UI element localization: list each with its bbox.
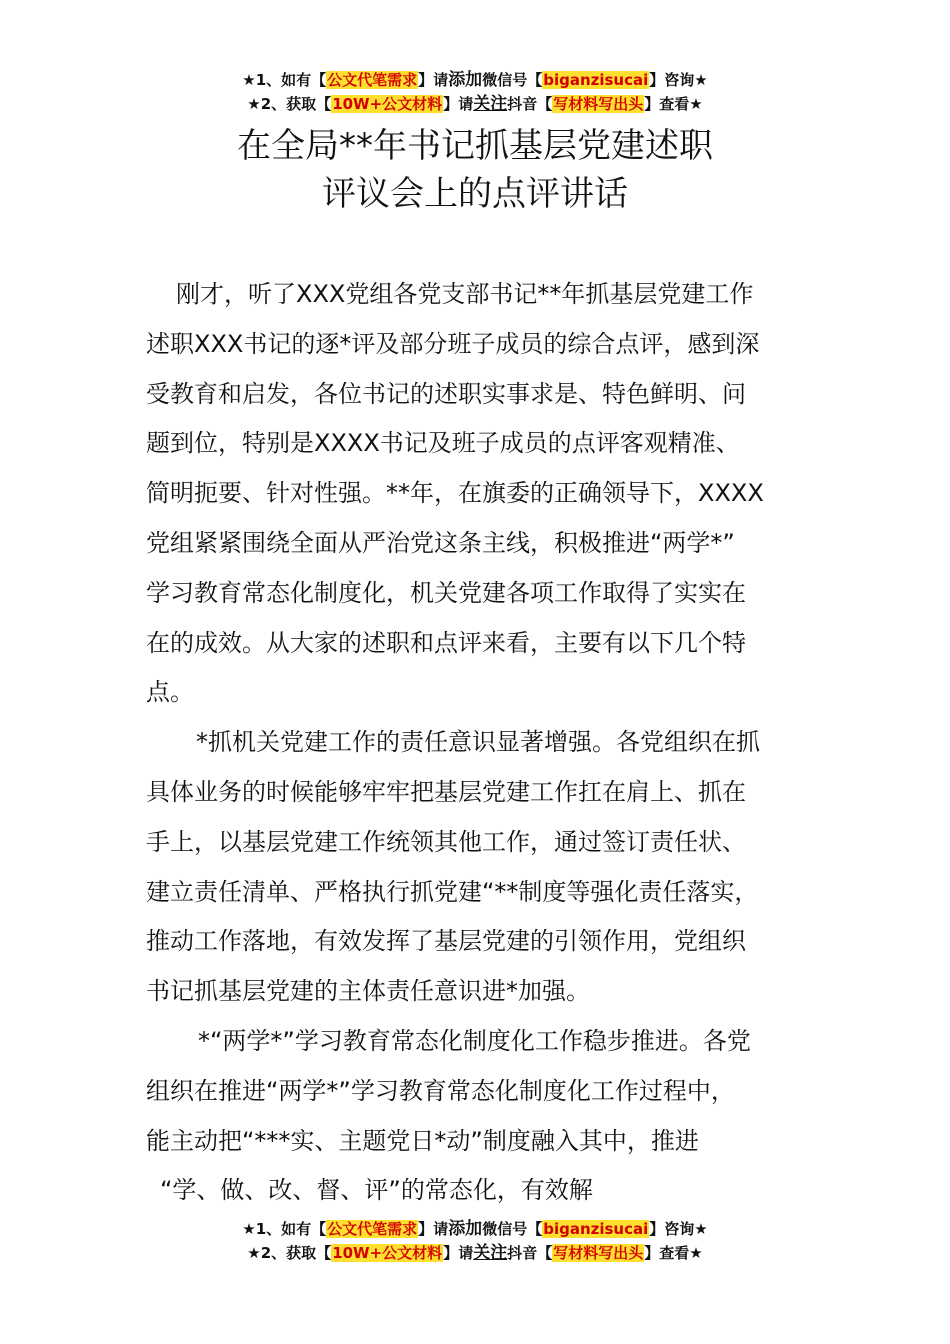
body-line: 题到位，特别是XXXX书记及班子成员的点评客观精准、 [146,429,740,458]
banner-text: ★2、获取【 [247,1244,332,1262]
document-body [146,270,816,1216]
banner-line-1 [0,68,950,92]
body-line: 党组紧紧围绕全面从严治党这条主线，积极推进“两学*” [146,528,735,557]
body-line: 在的成效。从大家的述职和点评来看，主要有以下几个特 [146,628,746,657]
body-line: “学、做、改、督、评”的常态化，有效解 [160,1176,593,1205]
body-line: 手上，以基层党建工作统领其他工作，通过签订责任状、 [146,827,746,856]
body-line: 具体业务的时候能够牢牢把基层党建工作扛在肩上、抓在 [146,777,746,806]
banner-text: 】请 [443,1244,474,1262]
banner-wechat-id: biganzisucai [543,71,649,89]
banner-highlight: 写材料写出头 [553,1244,644,1262]
body-line: 受教育和启发，各位书记的述职实事求是、特色鲜明、问 [146,379,746,408]
body-line: *“两学*”学习教育常态化制度化工作稳步推进。各党 [198,1026,751,1055]
banner-line-2 [0,1241,950,1265]
body-line: 能主动把“***实、主题党日*动”制度融入其中，推进 [146,1126,699,1155]
footer-banner [0,1217,950,1265]
body-line: 学习教育常态化制度化，机关党建各项工作取得了实实在 [146,578,746,607]
banner-highlight: 公文代笔需求 [327,1220,418,1238]
banner-text: 添加 [448,1219,483,1239]
banner-highlight: 10W+公文材料 [332,95,443,113]
title-line-2: 评议会上的点评讲话 [322,174,628,214]
banner-text: ★2、获取【 [247,95,332,113]
banner-text: 】请 [418,1220,449,1238]
banner-line-1 [0,1217,950,1241]
document-title [0,122,950,218]
banner-text: 】请 [443,95,474,113]
banner-text: 微信号【 [482,1220,543,1238]
banner-text: 】咨询★ [649,71,708,89]
banner-text: 抖音【 [507,1244,553,1262]
banner-text: 关注 [473,1243,508,1263]
banner-highlight: 10W+公文材料 [332,1244,443,1262]
banner-wechat-id: biganzisucai [543,1220,649,1238]
banner-text: 】请 [418,71,449,89]
banner-text: ★1、如有【 [242,71,327,89]
banner-text: 添加 [448,70,483,90]
body-line: 点。 [146,678,194,707]
banner-highlight: 写材料写出头 [553,95,644,113]
body-line: 简明扼要、针对性强。**年，在旗委的正确领导下，XXXX [146,479,764,508]
body-line: 组织在推进“两学*”学习教育常态化制度化工作过程中， [146,1076,735,1105]
banner-text: 】查看★ [644,95,703,113]
banner-text: ★1、如有【 [242,1220,327,1238]
title-line-1: 在全局**年书记抓基层党建述职 [237,126,713,166]
banner-text: 微信号【 [482,71,543,89]
body-line: *抓机关党建工作的责任意识显著增强。各党组织在抓 [196,728,760,757]
body-line: 述职XXX书记的逐*评及部分班子成员的综合点评，感到深 [146,329,760,358]
banner-text: 抖音【 [507,95,553,113]
banner-text: 关注 [473,94,508,114]
body-line: 推动工作落地，有效发挥了基层党建的引领作用，党组织 [146,927,746,956]
body-line: 建立责任清单、严格执行抓党建“**制度等强化责任落实， [146,877,759,906]
banner-line-2 [0,92,950,116]
banner-text: 】咨询★ [649,1220,708,1238]
body-line: 书记抓基层党建的主体责任意识进*加强。 [146,977,590,1006]
body-line: 刚才，听了XXX党组各党支部书记**年抓基层党建工作 [176,280,754,308]
banner-text: 】查看★ [644,1244,703,1262]
banner-highlight: 公文代笔需求 [327,71,418,89]
header-banner [0,68,950,116]
